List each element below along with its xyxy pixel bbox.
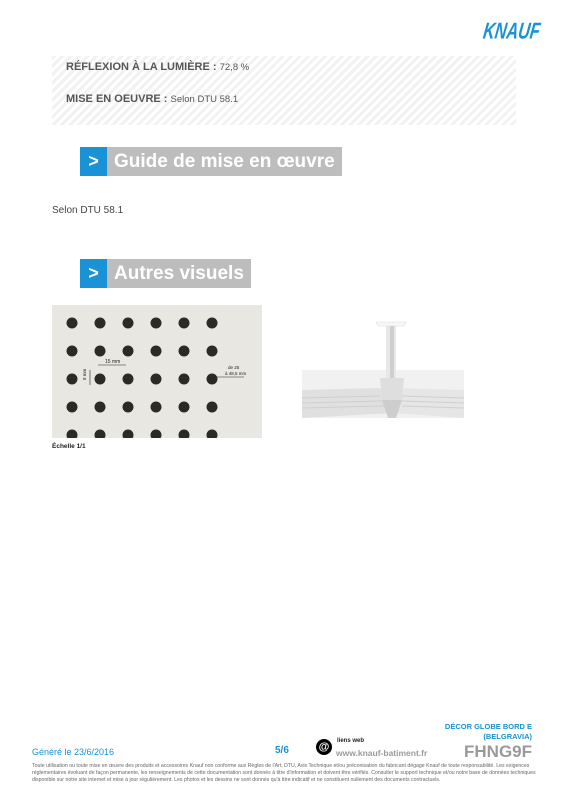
perforation-hole: [179, 318, 190, 329]
logo-text: KNAUF: [481, 18, 542, 45]
generated-date: Généré le 23/6/2016: [32, 747, 115, 757]
perforation-hole: [207, 318, 218, 329]
section-guide-title: Guide de mise en œuvre: [107, 147, 342, 176]
product-subname: (BELGRAVIA): [483, 732, 532, 741]
perforation-hole: [123, 318, 134, 329]
perforation-hole: [179, 346, 190, 357]
mise-en-oeuvre-label: MISE EN OEUVRE :: [66, 93, 168, 105]
section-visuels-header: [80, 259, 251, 288]
scale-label: Échelle 1/1: [52, 443, 86, 450]
perforation-hole: [179, 374, 190, 385]
properties-box: [52, 56, 516, 125]
section-guide-header: [80, 147, 342, 176]
reflexion-value: 72,8 %: [219, 62, 250, 73]
chevron-right-icon: >: [80, 259, 107, 288]
perforation-hole: [151, 374, 162, 385]
perforation-hole: [207, 346, 218, 357]
perforation-hole: [67, 318, 78, 329]
page-number: 5/6: [275, 745, 289, 756]
dim-note-line2: à 48,5 mm: [225, 371, 247, 376]
reflexion-label: RÉFLEXION À LA LUMIÈRE :: [66, 61, 217, 73]
perforation-hole: [67, 374, 78, 385]
perforation-hole: [123, 374, 134, 385]
mise-en-oeuvre-line: [66, 93, 238, 105]
perforation-hole: [95, 374, 106, 385]
perforation-hole: [123, 402, 134, 413]
web-links-label: liens web: [337, 738, 365, 744]
perforation-hole: [179, 402, 190, 413]
perforation-hole: [95, 402, 106, 413]
perforation-hole: [151, 402, 162, 413]
dim-spacing: 15 mm: [105, 359, 121, 365]
perforation-hole: [95, 318, 106, 329]
perforation-hole: [207, 402, 218, 413]
perforation-pattern-image: [52, 305, 262, 450]
website-link[interactable]: www.knauf-batiment.fr: [336, 748, 428, 758]
perforation-hole: [67, 346, 78, 357]
mise-en-oeuvre-value: Selon DTU 58.1: [170, 94, 239, 105]
footer-product: [445, 722, 532, 761]
perforation-hole: [67, 402, 78, 413]
dim-diameter: 8 mm: [82, 368, 87, 380]
guide-text: Selon DTU 58.1: [52, 205, 124, 216]
perforation-hole: [123, 346, 134, 357]
edge-profile-image: [302, 318, 464, 428]
knauf-logo: [481, 14, 542, 48]
chevron-right-icon: >: [80, 147, 107, 176]
perforation-hole: [151, 318, 162, 329]
product-code: FHNG9F: [464, 742, 532, 761]
perforation-hole: [151, 346, 162, 357]
section-visuels-title: Autres visuels: [107, 259, 251, 288]
perforation-hole: [207, 374, 218, 385]
reflexion-line: [66, 61, 249, 73]
perforation-hole: [95, 346, 106, 357]
legal-disclaimer: Toute utilisation ou toute mise en œuvre des produits et accessoires Knauf non conforme aux Règles de l'Art, DTU, Avis Technique et/ou préconisation du fabricant dégage Knauf de toute responsabilité. Les exigences réglementaires évoluant de façon permanente, les renseignements de cette documentation sont donnés à titre d'information et doivent être vérifiés. Consulter le support technique et/ou notre base de données techniques disponible sur notre site internet et mise à jour régulièrement. Les photos et les dessins ne sont donnés qu'à titre indicatif et ne constituent nullement des documents contractuels.: [32, 763, 536, 783]
at-icon[interactable]: @: [316, 739, 332, 755]
product-name: DÉCOR GLOBE BORD E: [444, 722, 532, 731]
dim-note-line1: de 25: [228, 365, 240, 370]
